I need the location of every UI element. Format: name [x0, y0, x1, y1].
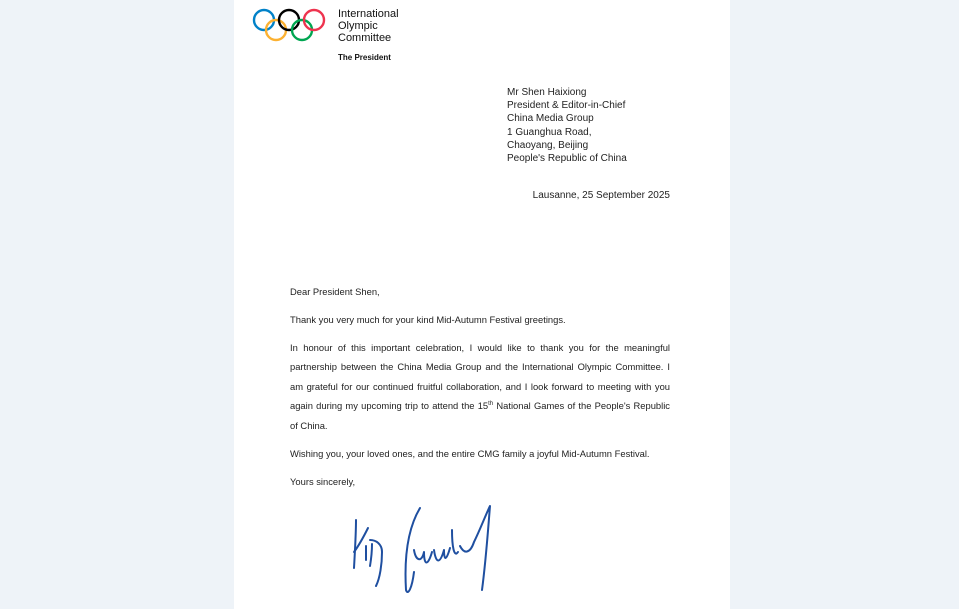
olympic-ring-black	[279, 10, 299, 30]
letter-page	[234, 0, 730, 609]
address-line: People's Republic of China	[507, 153, 627, 165]
handwritten-signature	[348, 500, 498, 606]
paragraph-wishes: Wishing you, your loved ones, and the entire CMG family a joyful Mid-Autumn Festival.	[290, 447, 650, 459]
paragraph-thanks: Thank you very much for your kind Mid-Autumn Festival greetings.	[290, 314, 566, 325]
org-line: Committee	[338, 32, 392, 44]
closing: Yours sincerely,	[290, 475, 356, 487]
paragraph-partnership-text: In honour of this important celebration, I would like to thank you for the meaningful partnership between the China Media Group and the International Olympic Committee. I am grateful for our continued fruitful collaboration, and I look forward to meeting with you again during my upcoming trip to attend the 15	[290, 342, 670, 412]
salutation: Dear President Shen,	[290, 286, 380, 297]
letter-body	[290, 282, 670, 500]
paragraph-partnership-text-end: National Games of the People's Republic of China.	[290, 400, 670, 431]
paragraph-partnership	[290, 338, 670, 435]
ordinal-suffix: th	[488, 401, 494, 408]
olympic-rings-logo	[252, 8, 328, 44]
address-line: President & Editor-in-Chief	[507, 100, 626, 112]
org-line: Olympic	[338, 20, 378, 32]
org-line: International	[338, 8, 399, 20]
office-title: The President	[338, 53, 391, 62]
address-line: Chaoyang, Beijing	[507, 139, 589, 151]
address-line: Mr Shen Haixiong	[507, 87, 587, 98]
recipient-address	[507, 86, 627, 165]
letter-date: Lausanne, 25 September 2025	[532, 190, 670, 201]
organization-name	[338, 8, 399, 44]
address-line: 1 Guanghua Road,	[507, 126, 592, 138]
address-line: China Media Group	[507, 113, 594, 125]
